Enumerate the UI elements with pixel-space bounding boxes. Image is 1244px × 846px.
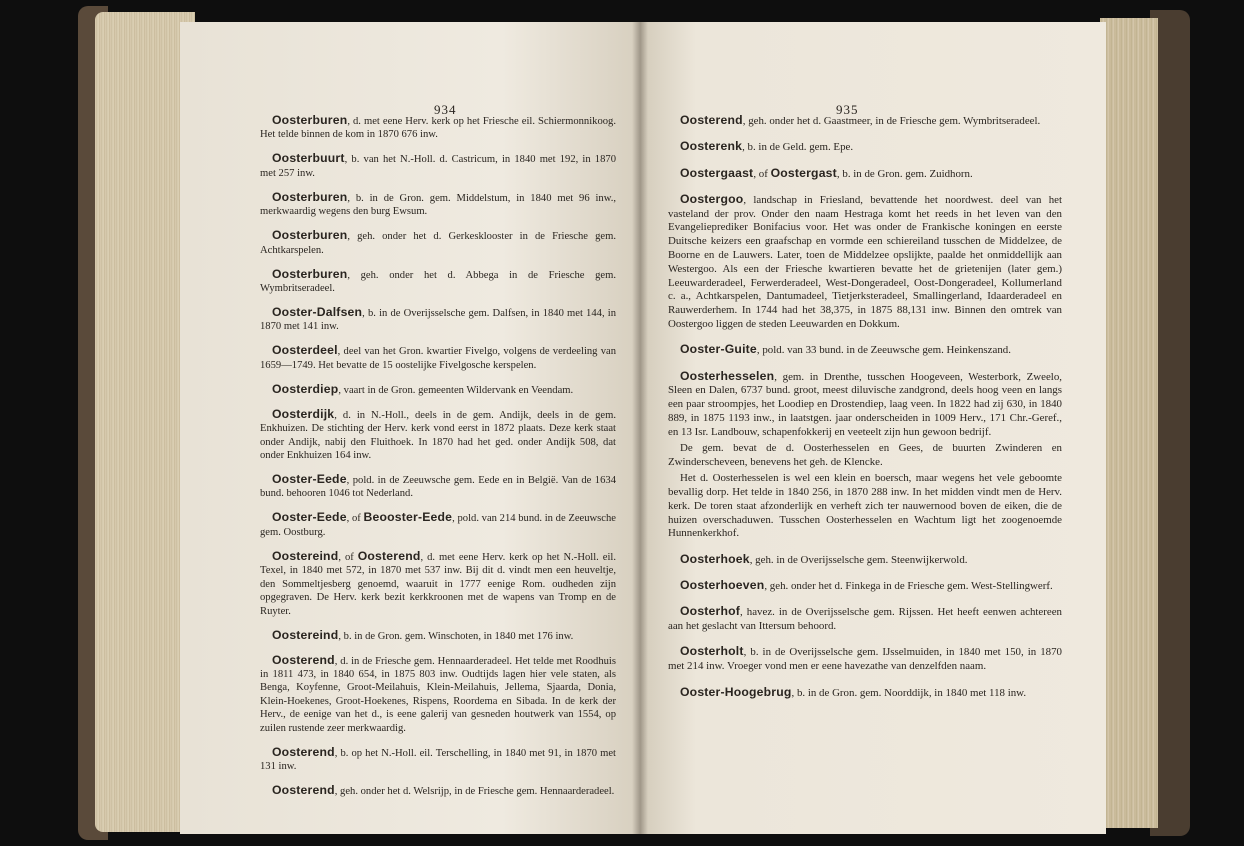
entry-headword-alt: Oosterend (357, 548, 421, 563)
entry-headword: Oosterburen (272, 189, 348, 204)
entry-text: , of (346, 513, 364, 525)
entry-headword: Oosterend (680, 113, 743, 127)
entry-headword: Oosterdiep (272, 381, 339, 396)
entry-headword: Oosterend (272, 744, 335, 759)
dictionary-entry (260, 654, 616, 735)
entry-text: , b. in de Overijsselsche gem. Dalfsen, in 1840 met 144, in 1870 met 141 inw. (260, 308, 616, 333)
entry-continuation: De gem. bevat de d. Oosterhesselen en Gees, de buurten Zwinderen en Zwinderscheveen, benevens het geh. de Klencke. (668, 442, 1062, 468)
entry-list (668, 114, 1062, 700)
dictionary-entry (260, 408, 616, 463)
entry-list (260, 114, 616, 798)
entry-headword: Oostergoo (680, 191, 744, 206)
dictionary-entry (260, 229, 616, 257)
entry-headword-alt: Beooster-Eede (363, 510, 453, 525)
entry-headword: Oosterburen (272, 113, 348, 127)
entry-continuation: Het d. Oosterhesselen is wel een klein en boersch, maar wegens het vele geboomte bevallig dorp. Het telde in 1840 256, in 1870 288 inw. In het midden vindt men de Herv. kerk. De toren staat afzonderlijk en verheft zich ter nauwernood boven de eiken, die de huizen overschaduwen. Tusschen Oosterhesselen en Wachtum ligt het zoogenoemde Hunnenkerkhof. (668, 472, 1062, 540)
entry-headword: Ooster-Guite (680, 342, 757, 357)
entry-headword: Oosterburen (272, 228, 348, 243)
entry-text: , geh. onder het d. Gaastmeer, in de Friesche gem. Wymbritseradeel. (742, 115, 1041, 127)
dictionary-entry (668, 686, 1062, 701)
dictionary-entry (260, 268, 616, 296)
dictionary-entry (260, 746, 616, 774)
entry-text: , b. in de Gron. gem. Zuidhorn. (836, 167, 973, 180)
entry-text: , pold. van 214 bund. in de Zeeuwsche gem. Oostburg. (260, 513, 617, 538)
entry-headword: Oosterdijk (272, 406, 335, 421)
entry-text: , geh. onder het d. Abbega in de Friesche gem. Wymbritseradeel. (260, 269, 616, 295)
dictionary-entry (668, 645, 1062, 674)
page-number: 935 (836, 102, 859, 117)
entry-headword: Oostergaast (680, 165, 754, 180)
dictionary-entry (260, 344, 616, 372)
entry-text: , pold. van 33 bund. in de Zeeuwsche gem. Heinkenszand. (756, 344, 1011, 357)
entry-text: , vaart in de Gron. gemeenten Wildervank en Veendam. (338, 384, 574, 396)
entry-text: , geh. onder het d. Gerkesklooster in de Friesche gem. Achtkarspelen. (260, 231, 616, 256)
entry-text: , geh. onder het d. Finkega in de Friesche gem. West-Stellingwerf. (764, 580, 1053, 593)
dictionary-entry (260, 550, 616, 618)
left-page (180, 22, 640, 834)
entry-headword: Oosterhesselen (680, 368, 775, 383)
entry-headword: Oosterend (272, 652, 335, 667)
entry-text: , of (338, 551, 358, 563)
entry-text: , d. in de Friesche gem. Hennaarderadeel. Het telde met Roodhuis in 1811 473, in 1840 654, in 1875 803 inw. Oudtijds lagen hier vele staten, als Benga, Koyfenne, Groot-Meilahuis, Klein-Meilahuis, Jellema, Sjaarda, Donia, Klein-Hoekenes, Groot-Hoekenes, Rispens, Roordema en Sibada. In de kerk der Herv., de eenige van het d., is eene galerij van gesneden houtwerk van 1554, op zuilen rustende zeer merkwaardig. (260, 655, 616, 734)
dictionary-entry (668, 370, 1062, 440)
entry-text: , b. in de Gron. gem. Winschoten, in 1840 met 176 inw. (338, 630, 574, 642)
dictionary-entry (668, 140, 1062, 155)
entry-headword: Ooster-Dalfsen (272, 305, 363, 320)
entry-headword: Oosterdeel (272, 343, 338, 358)
entry-headword: Oosterhof (680, 604, 741, 619)
dictionary-entry (668, 167, 1062, 182)
entry-headword: Ooster-Eede (272, 510, 347, 525)
entry-text: , havez. in de Overijsselsche gem. Rijssen. Het heeft eenwen achtereen aan het geslacht van Ittersum behoord. (668, 606, 1062, 633)
right-page (640, 22, 1106, 834)
entry-headword: Oosterhoeven (680, 578, 765, 593)
entry-text: , deel van het Gron. kwartier Fivelgo, volgens de verdeeling van 1659—1749. Het bevatte de 15 oostelijke Fivelgosche kerspelen. (260, 346, 616, 371)
entry-text: , d. met eene Herv. kerk op het N.-Holl. eil. Texel, in 1840 met 572, in 1870 met 537 inw. Bij dit d. vindt men een heuveltje, den Sommeltjesberg genoemd, waaruit in 1777 eenige Rom. oudheden zijn opgegraven. De Herv. kerk bezit kerkkroonen met de wapens van Tromp en de Ruyter. (260, 551, 616, 617)
entry-text: , geh. onder het d. Welsrijp, in de Friesche gem. Hennaarderadeel. (334, 785, 615, 797)
entry-text: , b. in de Gron. gem. Noorddijk, in 1840 met 118 inw. (791, 686, 1027, 699)
entry-headword: Oosterbuurt (272, 151, 345, 166)
entry-headword: Oosterend (272, 782, 335, 797)
entry-headword: Oosterburen (272, 266, 348, 281)
entry-text: , geh. in de Overijsselsche gem. Steenwijkerwold. (749, 553, 968, 566)
entry-text: , landschap in Friesland, bevattende het noordwest. deel van het vasteland der prov. Onder den naam Hestraga komt het reeds in het leven van den Evangelieprediker Bonifacius voor. Het was onder de Frankische koningen en eerste Duitsche keizers een graafschap en vormde een schiereiland tusschen de Middelzee, de Boorne en de Lauwers. Later, toen de Middelzee opslijkte, paalde het onmiddellijk aan Westergoo. Als een der Friesche kwartieren bevatte het de grietenijen (later gem.) Leeuwarderadeel, Ferwerderadeel, West-Dongeradeel, Oost-Dongeradeel, Kollumerland c. a., Achtkarspelen, Dantumadeel, Tietjerksteradeel, Smallingerland, Idaarderadeel en Rauwerderhem. In 1744 had het 38,375, in 1875 88,131 inw. Binnen den omtrek van Oostergoo liggen de steden Leeuwarden en Dokkum. (668, 193, 1062, 331)
dictionary-entry (260, 473, 616, 501)
dictionary-entry (260, 784, 616, 798)
dictionary-entry (668, 553, 1062, 568)
dictionary-entry (668, 343, 1062, 358)
entry-headword: Oostereind (272, 548, 339, 563)
entry-text: , gem. in Drenthe, tusschen Hoogeveen, Westerbork, Zweelo, Sleen en Dalen, 6737 bund. groot, meest diluvische zandgrond, deels hoog veen en langs een paar stroompjes, het Loodiep en Drostendiep, laag veen. In 1822 had zij 630, in 1840 889, in 1875 1193 inw., in laatstgen. jaar onderscheiden in 1009 Herv., 171 Chr.-Geref., en 13 Isr. Landbouw, schapenfokkerij en veeteelt zijn hun gewoon bedrijf. (668, 370, 1062, 438)
entry-headword: Oosterholt (680, 644, 744, 659)
entry-headword-alt: Oostergast (770, 165, 837, 180)
entry-text: , pold. in de Zeeuwsche gem. Eede en in België. Van de 1634 bund. behooren 1046 tot Nederland. (260, 475, 616, 500)
dictionary-entry (260, 191, 616, 219)
entry-text: , b. in de Gron. gem. Middelstum, in 1840 met 96 inw., merkwaardig wegens den burg Ewsum. (260, 192, 616, 218)
entry-text: , b. in de Overijsselsche gem. IJsselmuiden, in 1840 met 150, in 1870 met 214 inw. Vroeger vond men er eene havezathe van denzelfden naam. (668, 646, 1062, 673)
page-number: 934 (434, 102, 457, 117)
dictionary-entry (668, 579, 1062, 594)
entry-headword: Ooster-Hoogebrug (680, 684, 792, 699)
dictionary-entry (260, 152, 616, 180)
dictionary-entry (260, 306, 616, 334)
entry-text: , b. van het N.-Holl. d. Castricum, in 1840 met 192, in 1870 met 257 inw. (260, 154, 616, 179)
entry-headword: Oosterenk (680, 139, 743, 154)
dictionary-entry (260, 511, 616, 539)
dictionary-entry (260, 629, 616, 643)
entry-text: , b. in de Geld. gem. Epe. (742, 141, 854, 154)
entry-headword: Oostereind (272, 627, 339, 642)
entry-headword: Oosterhoek (680, 551, 750, 566)
dictionary-entry (668, 114, 1062, 129)
dictionary-entry (260, 114, 616, 142)
dictionary-entry (260, 383, 616, 397)
dictionary-entry (668, 193, 1062, 332)
entry-headword: Ooster-Eede (272, 472, 347, 487)
dictionary-entry (668, 605, 1062, 634)
book-gutter (632, 22, 648, 834)
page-edges-right (1100, 18, 1158, 828)
entry-text: , of (753, 167, 771, 180)
entry-text: , b. op het N.-Holl. eil. Terschelling, in 1840 met 91, in 1870 met 131 inw. (260, 747, 616, 772)
entry-text: , d. in N.-Holl., deels in de gem. Andijk, deels in de gem. Enkhuizen. De stichting der Herv. kerk vond eerst in 1872 plaats. Deze kerk staat onder Andijk, nabij den Fluithoek. In 1870 had het ged. onder Andijk 508, dat onder Enkhuizen 164 inw. (260, 409, 616, 462)
entry-text: , d. met eene Herv. kerk op het Friesche eil. Schiermonnikoog. Het telde binnen de kom in 1870 676 inw. (260, 116, 616, 141)
